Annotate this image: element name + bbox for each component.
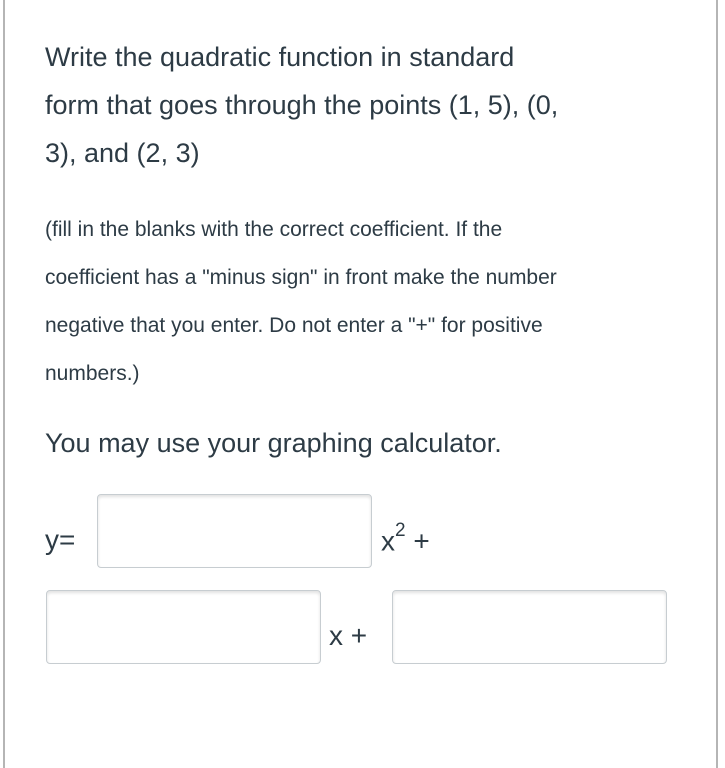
question-line-1: Write the quadratic function in standard [45,42,515,72]
coefficient-b-input[interactable] [46,590,321,664]
instructions-line-1: (fill in the blanks with the correct coefficient. If the [45,218,503,241]
y-equals-label: y= [45,524,76,555]
plus-sign: + [413,525,430,557]
x-squared-plus-label [381,520,430,557]
coefficient-a-input[interactable] [97,494,372,568]
question-line-3: 3), and (2, 3) [45,138,200,168]
constant-c-input[interactable] [392,590,667,664]
calculator-note: You may use your graphing calculator. [45,428,502,458]
x-variable: x [381,525,395,557]
instructions-line-2: coefficient has a "minus sign" in front make the number [45,266,557,289]
instructions-line-3: negative that you enter. Do not enter a "+" for positive [45,314,543,337]
x-plus-label: x + [329,620,368,651]
question-line-2: form that goes through the points (1, 5), (0, [45,90,559,120]
exponent: 2 [395,520,406,541]
instructions-line-4: numbers.) [45,362,140,385]
